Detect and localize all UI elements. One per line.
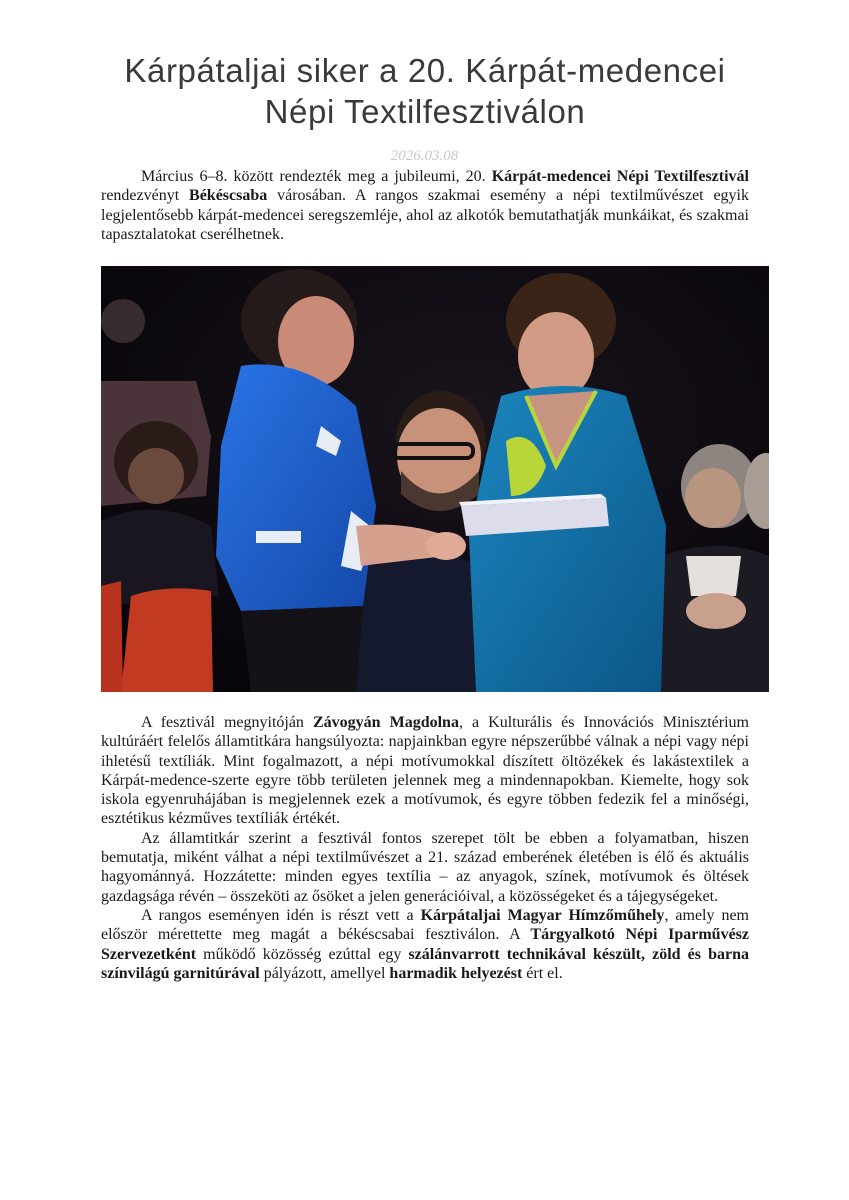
woman-blue-trousers (241, 606, 363, 692)
article-date: 2026.03.08 (390, 148, 459, 164)
clapping-hands (686, 593, 746, 629)
article-title: Kárpátaljai siker a 20. Kárpát-medencei Népi Textilfesztiválon (124, 52, 726, 130)
article-photo (101, 266, 769, 692)
audience-face-left (128, 448, 184, 504)
festival-name: Kárpát-medencei Népi Textilfesztivál (491, 168, 750, 185)
lead-text: városában. A rangos szakmai esemény a népi textilművészet egyik legjelentősebb kárpát-medencei seregszemléje, ahol az alkotók bemutathatják munkáikat, és szakmai tapasztalatokat cserélhetnek. (101, 187, 750, 243)
audience-shirt-right (686, 556, 741, 596)
paragraph-text: , a Kulturális és Innovációs Minisztérium kultúráért felelős államtitkára hangsúlyozta: napjainkban egyre népszerűbbé válnak a népi vagy népi ihletésű textíliák. Mint fogalmazott, a népi motívumokkal díszített öltözékek és lakástextilek a Kárpát-medence-szerte egyre több területen jelennek meg a mindennapokban. Kiemelte, hogy sok iskola egyenruhájában is megjelennek ezek a motívumok, és egyre többen fedezik fel a minőségi, esztétikus kézműves textíliák értékét. (101, 714, 749, 828)
award-placement: harmadik helyezést (389, 964, 523, 982)
organization-name: Kárpátaljai Magyar Hímzőműhely (420, 906, 665, 924)
city-name: Békéscsaba (189, 187, 268, 205)
lead-text: Március 6–8. között rendezték meg a jubileumi, 20. (141, 168, 492, 185)
article-body (101, 713, 749, 983)
paragraph-1 (101, 713, 749, 829)
organization-type: Tárgyalkotó Népi Iparművész Szervezetként (101, 926, 750, 963)
audience-face-right (685, 468, 741, 528)
jacket-belt-embroidery (256, 531, 301, 543)
paragraph-3 (101, 906, 749, 983)
paragraph-text: A rangos eseményen idén is részt vett a (141, 906, 421, 924)
paragraph-2 (101, 829, 749, 906)
handshake-hands (426, 532, 466, 560)
paragraph-text: pályázott, amellyel (259, 964, 390, 982)
paragraph-text: , amely nem először mérettette meg magát a békéscsabai fesztiválon. A (101, 906, 749, 944)
chair-red (121, 588, 213, 692)
paragraph-text: A fesztivál megnyitóján (141, 714, 313, 731)
paragraph-text: működő közösség ezúttal egy (196, 945, 409, 963)
photo-illustration (101, 266, 769, 692)
decoration-light (101, 299, 145, 343)
chair-red (101, 581, 123, 692)
lead-paragraph (101, 167, 749, 244)
paragraph-text: Az államtitkár szerint a fesztivál fontos szerepet tölt be ebben a folyamatban, hiszen bemutatja, miként válhat a népi textilművészet a 21. század emberének életében is élő és aktuális hagyománnyá. Hozzátette: minden egyes textília – az anyagok, színek, motívumok és öltések gazdagsága révén – összeköti az ősöket a jelen generációival, a közösségeket és a tájegységeket. (101, 829, 749, 905)
entry-description: szálánvarrott technikával készült, zöld és barna színvilágú garnitúrával (101, 945, 749, 982)
lead-text: rendezvényt (101, 187, 190, 205)
person-name: Závogyán Magdolna (312, 714, 459, 731)
paragraph-text: ért el. (522, 964, 563, 982)
